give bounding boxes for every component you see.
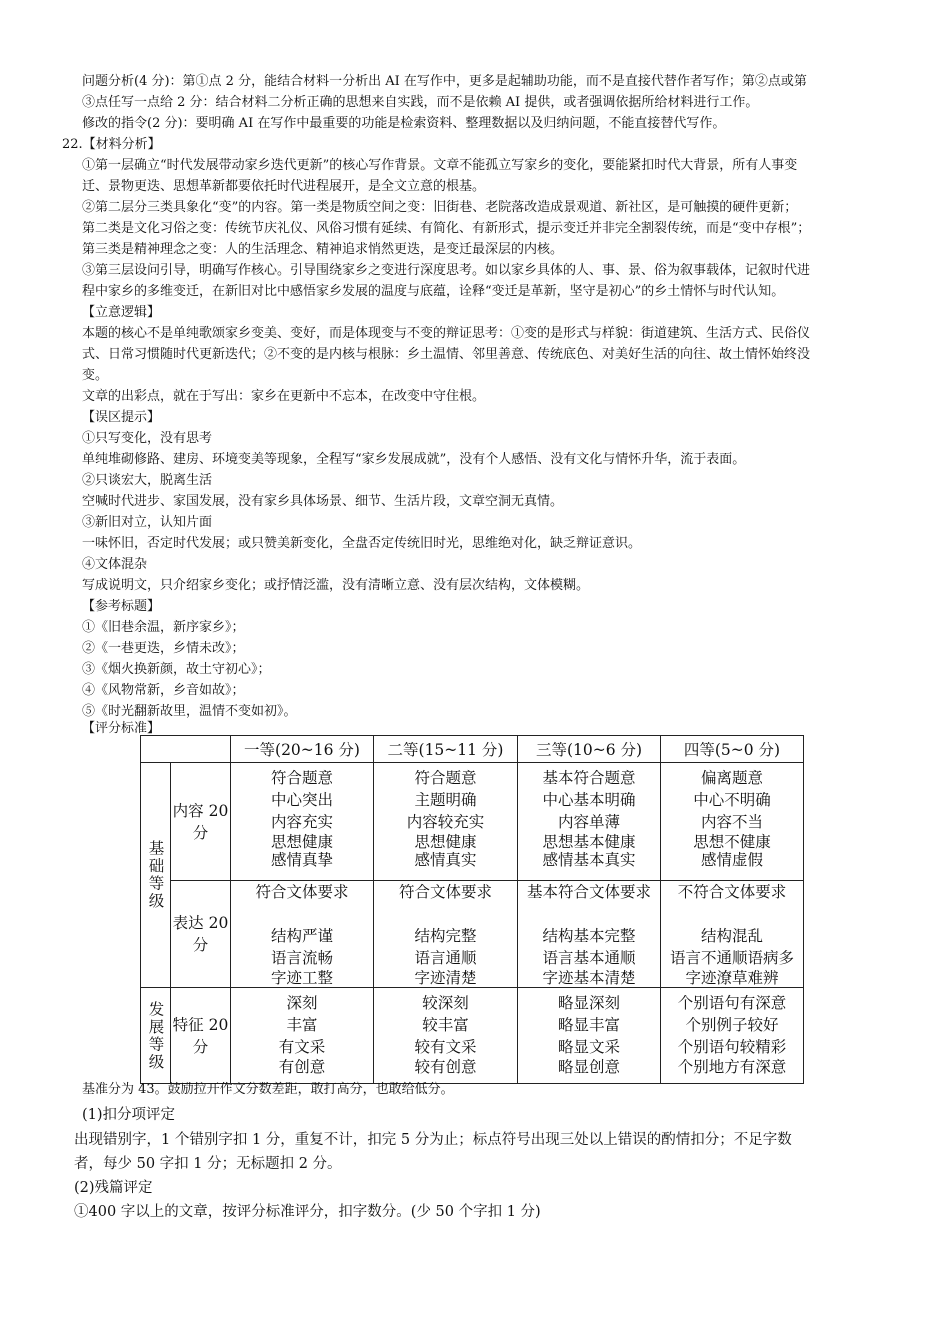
- grade-4-header: 四等(5~0 分): [661, 736, 804, 763]
- rubric-item: 语言流畅: [270, 949, 333, 967]
- pitfall-1-text: 单纯堆砌修路、建房、环境变美等现象，全程写“家乡发展成就”，没有个人感悟、没有文化与情怀升华，流于表面。: [82, 452, 746, 467]
- rubric-item: 略显文采: [557, 1038, 620, 1056]
- rubric-row-expression: [141, 881, 804, 988]
- expression-grade-3: [518, 881, 661, 988]
- rubric-item: 感情虚假: [700, 851, 763, 869]
- analysis-layer-1-line-2: 迁、景物更迭、思想革新都要依托时代进程展开，是全文立意的根基。: [82, 179, 486, 194]
- feature-grade-3: [518, 988, 661, 1084]
- rubric-item: 思想健康: [414, 833, 477, 851]
- rubric-item: 个别语句较精彩: [677, 1038, 787, 1056]
- rubric-item: 略显深刻: [557, 994, 620, 1012]
- feature-label: [171, 988, 231, 1084]
- rubric-item: 符合题意: [414, 769, 477, 787]
- q22-material-analysis-heading: 22.【材料分析】: [62, 137, 161, 152]
- theme-logic-line-3: 变。: [82, 368, 109, 383]
- scoring-standard-heading: 【评分标准】: [82, 721, 161, 736]
- theme-logic-line-1: 本题的核心不是单纯歌颂家乡变美、变好，而是体现变与不变的辩证思考：①变的是形式与样貌：街道建筑、生活方式、民俗仪: [82, 326, 811, 341]
- rubric-item: 字迹潦草难辨: [685, 969, 779, 987]
- reference-title-5: ⑤《时光翻新故里，温情不变如初》。: [82, 704, 297, 719]
- rubric-item: 基本符合题意: [542, 769, 636, 787]
- content-label-b: 分: [192, 823, 209, 842]
- rubric-item: 内容不当: [700, 813, 763, 831]
- rubric-item: 语言不通顺语病多: [669, 949, 794, 967]
- rubric-item: 个别语句有深意: [677, 994, 787, 1012]
- analysis-layer-2-line-3: 第三类是精神理念之变：人的生活理念、精神追求悄然更迭，是变迁最深层的内核。: [82, 242, 564, 257]
- rubric-item: 结构混乱: [700, 927, 763, 945]
- rubric-item: 字迹工整: [270, 969, 333, 987]
- content-grade-2: [374, 763, 518, 881]
- pitfall-4-text: 写成说明文，只介绍家乡变化；或抒情泛滥，没有清晰立意、没有层次结构，文体模糊。: [82, 578, 590, 593]
- rubric-item: 思想基本健康: [542, 833, 636, 851]
- rubric-item: 主题明确: [414, 791, 477, 809]
- feature-grade-1: [231, 988, 374, 1084]
- rubric-item: 不符合文体要求: [677, 883, 787, 901]
- expression-grade-2: [374, 881, 518, 988]
- rubric-item: 字迹基本清楚: [542, 969, 636, 987]
- rubric-item: 较深刻: [422, 994, 469, 1012]
- pitfall-3-title: ③新旧对立，认知片面: [82, 515, 213, 530]
- pitfall-2-title: ②只谈宏大，脱离生活: [82, 473, 213, 488]
- content-label-a: 内容 20: [172, 801, 229, 820]
- rubric-item: 中心不明确: [693, 791, 771, 809]
- deduction-line-2: 者，每少 50 字扣 1 分；无标题扣 2 分。: [74, 1156, 342, 1172]
- grade-3-header: 三等(10~6 分): [518, 736, 661, 763]
- rubric-item: 内容单薄: [557, 813, 620, 831]
- rubric-item: 中心突出: [270, 791, 333, 809]
- expression-label-b: 分: [192, 936, 209, 954]
- rubric-item: 结构基本完整: [542, 927, 636, 945]
- content-grade-3: [518, 763, 661, 881]
- expression-grade-4: [661, 881, 804, 988]
- baseline-score-line: 基准分为 43。鼓励拉开作文分数差距，敢打高分，也敢给低分。: [82, 1082, 454, 1097]
- analysis-layer-3-line-1: ③第三层设问引导，明确写作核心。引导围绕家乡之变进行深度思考。如以家乡具体的人、事、景、俗为叙事载体，记叙时代进: [82, 263, 811, 278]
- rubric-row-feature: [141, 988, 804, 1084]
- revision-instruction-line: 修改的指令(2 分)：要明确 AI 在写作中最重要的功能是检索资料、整理数据以及归纳问题，不能直接替代写作。: [82, 116, 726, 131]
- analysis-layer-1-line-1: ①第一层确立“时代发展带动家乡迭代更新”的核心写作背景。文章不能孤立写家乡的变化，要能紧扣时代大背景，所有人事变: [82, 158, 798, 173]
- rubric-item: 个别地方有深意: [677, 1058, 787, 1076]
- scoring-rubric-table: [140, 735, 804, 1084]
- feature-grade-2: [374, 988, 518, 1084]
- rubric-item: 符合文体要求: [398, 883, 492, 901]
- rubric-item: 字迹清楚: [414, 969, 477, 987]
- reference-title-4: ④《风物常新，乡音如故》；: [82, 683, 245, 698]
- rubric-item: 感情真挚: [270, 851, 333, 869]
- expression-grade-1: [231, 881, 374, 988]
- feature-grade-4: [661, 988, 804, 1084]
- expression-label-a: 表达 20: [172, 914, 229, 932]
- rubric-spacer: [374, 903, 517, 925]
- pitfall-1-title: ①只写变化，没有思考: [82, 431, 213, 446]
- theme-logic-line-2: 式、日常习惯随时代更新迭代；②不变的是内核与根脉：乡土温情、邻里善意、传统底色、对美好生活的向往、故土情怀始终没: [82, 347, 811, 362]
- pitfalls-heading: 【误区提示】: [82, 410, 161, 425]
- reference-title-1: ①《旧巷余温，新序家乡》；: [82, 620, 245, 635]
- analysis-layer-3-line-2: 程中家乡的多维变迁，在新旧对比中感悟家乡发展的温度与底蕴，诠释“变迁是革新，坚守是初心”的乡土情怀与时代认知。: [82, 284, 785, 299]
- grade-1-header: 一等(20~16 分): [231, 736, 374, 763]
- rubric-item: 个别例子较好: [685, 1016, 779, 1034]
- reference-title-2: ②《一巷更迭，乡情未改》；: [82, 641, 245, 656]
- content-grade-1: [231, 763, 374, 881]
- content-label: [171, 763, 231, 881]
- reference-titles-heading: 【参考标题】: [82, 599, 161, 614]
- rubric-item: 较丰富: [422, 1016, 469, 1034]
- basic-level-label: 基础等级: [141, 763, 171, 988]
- feature-label-a: 特征 20: [172, 1015, 229, 1034]
- incomplete-essay-rule-1: ①400 字以上的文章，按评分标准评分，扣字数分。(少 50 个字扣 1 分): [74, 1204, 541, 1220]
- analysis-layer-2-line-2: 第二类是文化习俗之变：传统节庆礼仪、风俗习惯有延续、有简化、有新形式，提示变迁并非完全割裂传统，而是“变中存根”；: [82, 221, 811, 236]
- rubric-spacer: [661, 903, 803, 925]
- problem-analysis-line-1: 问题分析(4 分)：第①点 2 分，能结合材料一分析出 AI 在写作中，更多是起辅助功能，而不是直接代替作者写作；第②点或第: [82, 74, 807, 89]
- rubric-item: 有文采: [278, 1038, 326, 1056]
- rubric-item: 中心基本明确: [542, 791, 636, 809]
- rubric-item: 有创意: [278, 1058, 326, 1076]
- rubric-spacer: [518, 903, 660, 925]
- rubric-item: 思想健康: [270, 833, 333, 851]
- rubric-item: 较有文采: [414, 1038, 477, 1056]
- highlight-line: 文章的出彩点，就在于写出：家乡在更新中不忘本，在改变中守住根。: [82, 389, 486, 404]
- rubric-item: 较有创意: [414, 1058, 477, 1076]
- rubric-corner-cell: [141, 736, 231, 763]
- rubric-item: 结构严谨: [270, 927, 333, 945]
- development-level-label: 发展等级: [141, 988, 171, 1084]
- expression-label: [171, 881, 231, 988]
- rubric-spacer: [231, 903, 373, 925]
- rubric-item: 思想不健康: [693, 833, 771, 851]
- rubric-header-row: [141, 736, 804, 763]
- rubric-item: 结构完整: [414, 927, 477, 945]
- rubric-item: 偏离题意: [700, 769, 763, 787]
- grade-2-header: 二等(15~11 分): [374, 736, 518, 763]
- rubric-item: 基本符合文体要求: [526, 883, 651, 901]
- rubric-item: 内容较充实: [406, 813, 485, 831]
- feature-label-b: 分: [192, 1037, 209, 1056]
- rubric-item: 深刻: [286, 994, 318, 1012]
- rubric-item: 语言通顺: [414, 949, 477, 967]
- content-grade-4: [661, 763, 804, 881]
- pitfall-2-text: 空喊时代进步、家国发展，没有家乡具体场景、细节、生活片段，文章空洞无真情。: [82, 494, 564, 509]
- analysis-layer-2-line-1: ②第二层分三类具象化“变”的内容。第一类是物质空间之变：旧街巷、老院落改造成景观道、新社区，是可触摸的硬件更新；: [82, 200, 798, 215]
- reference-title-3: ③《烟火换新颜，故土守初心》；: [82, 662, 271, 677]
- incomplete-essay-heading: (2)残篇评定: [74, 1180, 153, 1196]
- deduction-line-1: 出现错别字，1 个错别字扣 1 分，重复不计，扣完 5 分为止；标点符号出现三处以上错误的酌情扣分；不足字数: [74, 1132, 792, 1148]
- pitfall-3-text: 一味怀旧，否定时代发展；或只赞美新变化，全盘否定传统旧时光，思维绝对化，缺乏辩证意识。: [82, 536, 642, 551]
- rubric-item: 语言基本通顺: [542, 949, 636, 967]
- rubric-item: 丰富: [286, 1016, 318, 1034]
- pitfall-4-title: ④文体混杂: [82, 557, 148, 572]
- deduction-heading: (1)扣分项评定: [82, 1107, 176, 1123]
- problem-analysis-line-2: ③点任写一点给 2 分：结合材料二分析正确的思想来自实践，而不是依赖 AI 提供，或者强调依据所给材料进行工作。: [82, 95, 759, 110]
- rubric-item: 略显丰富: [557, 1016, 620, 1034]
- rubric-row-content: [141, 763, 804, 881]
- rubric-item: 感情基本真实: [542, 851, 636, 869]
- rubric-item: 略显创意: [557, 1058, 620, 1076]
- rubric-item: 内容充实: [270, 813, 333, 831]
- rubric-item: 感情真实: [414, 851, 477, 869]
- rubric-item: 符合文体要求: [255, 883, 349, 901]
- rubric-item: 符合题意: [270, 769, 333, 787]
- theme-logic-heading: 【立意逻辑】: [82, 305, 161, 320]
